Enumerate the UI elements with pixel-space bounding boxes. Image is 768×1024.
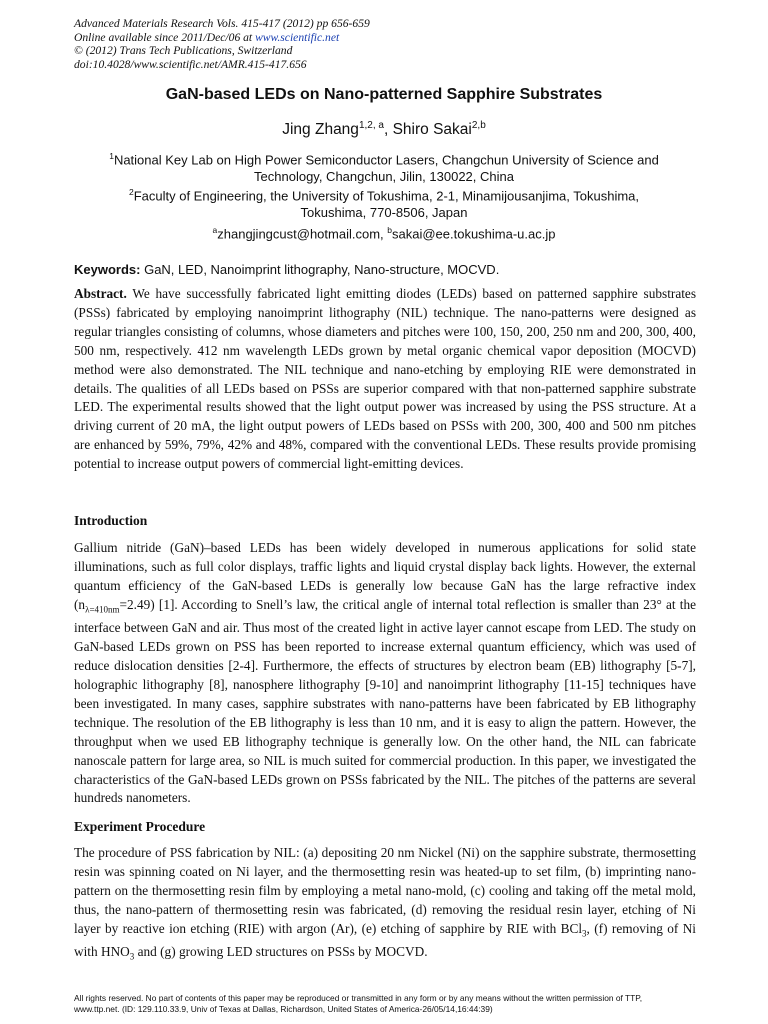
email-a: zhangjingcust@hotmail.com, [217,226,388,242]
introduction-paragraph: Gallium nitride (GaN)–based LEDs has been widely developed in numerous applications for solid state illuminations, such as full color displays, traffic lights and liquid crystal display back lights. However, the external quantum efficiency of the GaN-based LEDs is generally low because GaN has the large refractive index $(n_{\lambda=410nm}=2.49)$ [1]. According to Snell’s law, the critical angle of internal total reflection is smaller than 23° at the interface between GaN and air. Thus most of the created light in active layer cannot escape from LED. The study on GaN-based LEDs grown on PSS has been reported to increase external quantum efficiency, which was used of reduce dislocation densities [2-4]. Furthermore, the effects of structures by electron beam (EB) lithography [5-7], holographic lithography [8], nanosphere lithography [9-10] and nanoimprint lithography [11-15] techniques have been investigated. In many cases, sapphire substrates with nano-patterns have been fabricated by EB lithography technique. The resolution of the EB lithography is less than 10 nm, and it is easy to align the pattern. However, the throughput when we used EB lithography technique is generally low. On the other hand, the NIL can fabricate nanoscale pattern for large area, so NIL is much suited for commercial production. In this paper, we investigated the characteristics of the GaN-based LEDs grown on PSSs fabricated by the NIL. The pitches of the patterns are several hundreds nanometers. [74,540,696,806]
keywords-label: Keywords: [74,262,145,277]
online-availability: Online available since 2011/Dec/06 at www.scientific.net [74,30,340,44]
publisher-link[interactable]: www.scientific.net [255,30,340,44]
journal-meta [74,17,370,71]
section-heading-experiment: Experiment Procedure [74,819,206,834]
email-b: sakai@ee.tokushima-u.ac.jp [391,226,556,242]
keywords [74,262,696,277]
keywords-text: GaN, LED, Nanoimprint lithography, Nano-structure, MOCVD. [144,262,500,277]
abstract-text: We have successfully fabricated light emitting diodes (LEDs) based on patterned sapphire substrates (PSSs) fabricated by employing nanoimprint lithography (NIL) technique. The nano-patterns were designed as regular triangles consisting of columns, whose diameters and pitches were 100, 150, 200, 250 nm and 200, 300, 400, 500 nm, respectively. 412 nm wavelength LEDs grown by metal organic chemical vapor deposition (MOCVD) method were also demonstrated. The NIL technique and nano-etching by employing RIE were demonstrated in details. The qualities of all LEDs based on PSSs are superior compared with that non-patterned sapphire substrate LED. The experimental results showed that the light output power was increased by using the PSS structure. At a driving current of 20 mA, the light output powers of LEDs based on PSSs with 200, 300, 400 and 500 nm pitches are enhanced by 59%, 79%, 42% and 48%, compared with the conventional LEDs. These results provide promising potential to increase output powers of commercial light-emitting devices. [74,286,696,472]
author-emails: $^a$zhangjingcust@hotmail.com, $^b$sakai@ee.tokushima-u.ac.jp [212,225,556,242]
author-list: Jing Zhang$^{1,2, a}$, Shiro Sakai$^{2,b}$ [282,120,486,139]
experiment-paragraph: The procedure of PSS fabrication by NIL: (a) depositing 20 nm Nickel (Ni) on the sapphire substrate, thermosetting resin was spinning coated on Ni layer, and the thermosetting resin was heated-up to set film, (b) imprinting nano-pattern on the thermosetting resin film by employing a metal nano-mold, (c) cooling and taking off the metal mold, thus, the nano-pattern of thermosetting resin was fabricated, (d) removing the residual resin layer, etching of Ni layer by reactive ion etching (RIE) with argon (Ar), (e) etching of sapphire by RIE with BCl$_3$, (f) removing of Ni with $HNO_3$ and (g) growing LED structures on PSSs by MOCVD. [74,845,696,962]
copyright-footer: All rights reserved. No part of contents of this paper may be reproduced or transmitted in any form or by any means without the written permission of TTP, www.ttp.net. (ID: 129.110.33.9, Univ of Texas at Dallas, Richardson, United States of America-26/05/14,16:44:39) [74,993,643,1014]
affiliation-2: $^2$Faculty of Engineering, the University of Tokushima, 2-1, Minamijousanjima, Tokushima, Tokushima, 770-8506, Japan [128,187,640,220]
abstract-label: Abstract. [74,286,127,301]
copyright-line: © (2012) Trans Tech Publications, Switzerland [74,44,293,58]
abstract [74,285,696,474]
paper-title: GaN-based LEDs on Nano-patterned Sapphire Substrates [165,86,603,103]
author-name: Shiro Sakai [392,121,472,139]
doi-line: doi:10.4028/www.scientific.net/AMR.415-417.656 [74,57,307,71]
section-heading-introduction: Introduction [74,513,148,528]
author-name: Jing Zhang [282,121,359,139]
affiliation-1: $^1$National Key Lab on High Power Semiconductor Lasers, Changchun University of Science and Technology, Changchun, Jilin, 130022, China [109,151,659,184]
journal-citation: Advanced Materials Research Vols. 415-417 (2012) pp 656-659 [74,17,370,30]
